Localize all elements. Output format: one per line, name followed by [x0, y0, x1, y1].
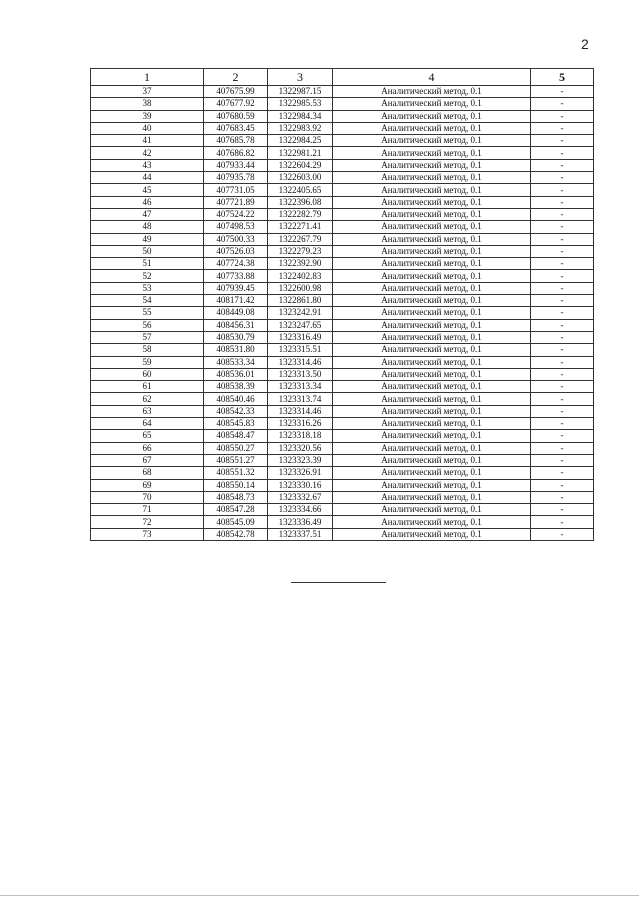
- cell-value: -: [531, 270, 594, 282]
- cell-method: Аналитический метод, 0.1: [333, 368, 531, 380]
- cell-x-coordinate: 408533.34: [204, 356, 268, 368]
- cell-y-coordinate: 1322603.00: [268, 172, 333, 184]
- cell-x-coordinate: 407721.89: [204, 196, 268, 208]
- cell-x-coordinate: 408530.79: [204, 331, 268, 343]
- cell-point-number: 73: [91, 528, 204, 540]
- cell-method: Аналитический метод, 0.1: [333, 344, 531, 356]
- table-row: [91, 491, 594, 503]
- cell-point-number: 43: [91, 159, 204, 171]
- cell-method: Аналитический метод, 0.1: [333, 418, 531, 430]
- cell-x-coordinate: 408542.33: [204, 405, 268, 417]
- cell-y-coordinate: 1322405.65: [268, 184, 333, 196]
- cell-y-coordinate: 1323330.16: [268, 479, 333, 491]
- cell-point-number: 55: [91, 307, 204, 319]
- cell-method: Аналитический метод, 0.1: [333, 172, 531, 184]
- table-row: [91, 147, 594, 159]
- cell-x-coordinate: 407675.99: [204, 86, 268, 98]
- cell-method: Аналитический метод, 0.1: [333, 405, 531, 417]
- cell-method: Аналитический метод, 0.1: [333, 98, 531, 110]
- cell-value: -: [531, 122, 594, 134]
- cell-point-number: 56: [91, 319, 204, 331]
- cell-x-coordinate: 407524.22: [204, 208, 268, 220]
- cell-method: Аналитический метод, 0.1: [333, 135, 531, 147]
- cell-method: Аналитический метод, 0.1: [333, 295, 531, 307]
- cell-x-coordinate: 407939.45: [204, 282, 268, 294]
- cell-y-coordinate: 1323242.91: [268, 307, 333, 319]
- cell-value: -: [531, 208, 594, 220]
- cell-point-number: 46: [91, 196, 204, 208]
- cell-x-coordinate: 408550.27: [204, 442, 268, 454]
- cell-y-coordinate: 1323314.46: [268, 405, 333, 417]
- cell-point-number: 67: [91, 454, 204, 466]
- table-row: [91, 122, 594, 134]
- cell-value: -: [531, 86, 594, 98]
- table-row: [91, 516, 594, 528]
- cell-value: -: [531, 233, 594, 245]
- cell-x-coordinate: 407526.03: [204, 245, 268, 257]
- header-col-4: 4: [333, 69, 531, 86]
- table-row: [91, 135, 594, 147]
- cell-point-number: 45: [91, 184, 204, 196]
- table-row: [91, 405, 594, 417]
- header-row: [91, 69, 594, 86]
- cell-point-number: 65: [91, 430, 204, 442]
- cell-x-coordinate: 408171.42: [204, 295, 268, 307]
- cell-point-number: 50: [91, 245, 204, 257]
- cell-value: -: [531, 184, 594, 196]
- table-row: [91, 356, 594, 368]
- cell-value: -: [531, 258, 594, 270]
- cell-value: -: [531, 147, 594, 159]
- cell-x-coordinate: 407685.78: [204, 135, 268, 147]
- cell-point-number: 68: [91, 467, 204, 479]
- cell-method: Аналитический метод, 0.1: [333, 319, 531, 331]
- cell-y-coordinate: 1323315.51: [268, 344, 333, 356]
- cell-method: Аналитический метод, 0.1: [333, 208, 531, 220]
- cell-value: -: [531, 356, 594, 368]
- cell-method: Аналитический метод, 0.1: [333, 454, 531, 466]
- cell-method: Аналитический метод, 0.1: [333, 356, 531, 368]
- cell-y-coordinate: 1323313.34: [268, 381, 333, 393]
- cell-point-number: 39: [91, 110, 204, 122]
- separator-line: [291, 582, 386, 583]
- cell-y-coordinate: 1323316.49: [268, 331, 333, 343]
- cell-point-number: 61: [91, 381, 204, 393]
- cell-value: -: [531, 430, 594, 442]
- table-row: [91, 393, 594, 405]
- table-row: [91, 381, 594, 393]
- cell-point-number: 62: [91, 393, 204, 405]
- cell-value: -: [531, 196, 594, 208]
- cell-value: -: [531, 528, 594, 540]
- cell-y-coordinate: 1322987.15: [268, 86, 333, 98]
- table-row: [91, 344, 594, 356]
- cell-point-number: 38: [91, 98, 204, 110]
- coordinates-table: [90, 68, 594, 541]
- cell-x-coordinate: 408536.01: [204, 368, 268, 380]
- cell-y-coordinate: 1323247.65: [268, 319, 333, 331]
- header-col-3: 3: [268, 69, 333, 86]
- table-row: [91, 98, 594, 110]
- cell-point-number: 60: [91, 368, 204, 380]
- cell-y-coordinate: 1323313.74: [268, 393, 333, 405]
- cell-method: Аналитический метод, 0.1: [333, 479, 531, 491]
- cell-point-number: 70: [91, 491, 204, 503]
- cell-y-coordinate: 1323316.26: [268, 418, 333, 430]
- cell-value: -: [531, 442, 594, 454]
- cell-method: Аналитический метод, 0.1: [333, 110, 531, 122]
- cell-y-coordinate: 1323314.46: [268, 356, 333, 368]
- cell-y-coordinate: 1322981.21: [268, 147, 333, 159]
- table-row: [91, 233, 594, 245]
- cell-method: Аналитический метод, 0.1: [333, 307, 531, 319]
- cell-method: Аналитический метод, 0.1: [333, 491, 531, 503]
- cell-value: -: [531, 516, 594, 528]
- cell-x-coordinate: 408545.83: [204, 418, 268, 430]
- cell-value: -: [531, 491, 594, 503]
- cell-method: Аналитический метод, 0.1: [333, 147, 531, 159]
- table-row: [91, 184, 594, 196]
- cell-method: Аналитический метод, 0.1: [333, 159, 531, 171]
- cell-x-coordinate: 408548.47: [204, 430, 268, 442]
- cell-point-number: 71: [91, 504, 204, 516]
- cell-point-number: 66: [91, 442, 204, 454]
- cell-value: -: [531, 110, 594, 122]
- cell-value: -: [531, 405, 594, 417]
- table-body: [91, 86, 594, 541]
- table-row: [91, 110, 594, 122]
- cell-point-number: 41: [91, 135, 204, 147]
- table-row: [91, 208, 594, 220]
- cell-method: Аналитический метод, 0.1: [333, 467, 531, 479]
- cell-x-coordinate: 407686.82: [204, 147, 268, 159]
- cell-method: Аналитический метод, 0.1: [333, 245, 531, 257]
- cell-value: -: [531, 135, 594, 147]
- cell-point-number: 40: [91, 122, 204, 134]
- cell-value: -: [531, 331, 594, 343]
- cell-value: -: [531, 504, 594, 516]
- cell-point-number: 51: [91, 258, 204, 270]
- cell-value: -: [531, 381, 594, 393]
- cell-y-coordinate: 1322392.90: [268, 258, 333, 270]
- cell-value: -: [531, 221, 594, 233]
- cell-x-coordinate: 407933.44: [204, 159, 268, 171]
- cell-y-coordinate: 1322604.29: [268, 159, 333, 171]
- page-bottom-border: [0, 895, 639, 896]
- cell-x-coordinate: 408551.27: [204, 454, 268, 466]
- table-row: [91, 442, 594, 454]
- cell-point-number: 63: [91, 405, 204, 417]
- cell-x-coordinate: 407935.78: [204, 172, 268, 184]
- cell-x-coordinate: 408545.09: [204, 516, 268, 528]
- table-row: [91, 454, 594, 466]
- table-row: [91, 504, 594, 516]
- cell-y-coordinate: 1322396.08: [268, 196, 333, 208]
- cell-y-coordinate: 1322279.23: [268, 245, 333, 257]
- cell-point-number: 53: [91, 282, 204, 294]
- cell-x-coordinate: 407677.92: [204, 98, 268, 110]
- cell-y-coordinate: 1322282.79: [268, 208, 333, 220]
- cell-y-coordinate: 1323332.67: [268, 491, 333, 503]
- cell-y-coordinate: 1322861.80: [268, 295, 333, 307]
- cell-point-number: 59: [91, 356, 204, 368]
- cell-x-coordinate: 407733.88: [204, 270, 268, 282]
- table-row: [91, 282, 594, 294]
- table-row: [91, 196, 594, 208]
- cell-method: Аналитический метод, 0.1: [333, 516, 531, 528]
- cell-x-coordinate: 408531.80: [204, 344, 268, 356]
- cell-value: -: [531, 282, 594, 294]
- table-row: [91, 307, 594, 319]
- cell-point-number: 48: [91, 221, 204, 233]
- cell-point-number: 52: [91, 270, 204, 282]
- cell-point-number: 54: [91, 295, 204, 307]
- cell-x-coordinate: 408551.32: [204, 467, 268, 479]
- cell-y-coordinate: 1322984.34: [268, 110, 333, 122]
- table-row: [91, 418, 594, 430]
- cell-method: Аналитический метод, 0.1: [333, 221, 531, 233]
- cell-x-coordinate: 408456.31: [204, 319, 268, 331]
- cell-x-coordinate: 408449.08: [204, 307, 268, 319]
- cell-point-number: 44: [91, 172, 204, 184]
- cell-y-coordinate: 1323326.91: [268, 467, 333, 479]
- cell-point-number: 49: [91, 233, 204, 245]
- table-row: [91, 270, 594, 282]
- cell-value: -: [531, 307, 594, 319]
- table-row: [91, 528, 594, 540]
- header-col-5: 5: [531, 69, 594, 86]
- cell-method: Аналитический метод, 0.1: [333, 270, 531, 282]
- cell-x-coordinate: 407500.33: [204, 233, 268, 245]
- cell-value: -: [531, 159, 594, 171]
- cell-value: -: [531, 245, 594, 257]
- table-row: [91, 368, 594, 380]
- table-row: [91, 245, 594, 257]
- table-row: [91, 479, 594, 491]
- cell-method: Аналитический метод, 0.1: [333, 184, 531, 196]
- cell-value: -: [531, 393, 594, 405]
- table-row: [91, 295, 594, 307]
- table-row: [91, 172, 594, 184]
- cell-value: -: [531, 479, 594, 491]
- cell-value: -: [531, 454, 594, 466]
- cell-method: Аналитический метод, 0.1: [333, 331, 531, 343]
- cell-x-coordinate: 407731.05: [204, 184, 268, 196]
- table-row: [91, 86, 594, 98]
- cell-method: Аналитический метод, 0.1: [333, 282, 531, 294]
- cell-x-coordinate: 407724.38: [204, 258, 268, 270]
- cell-method: Аналитический метод, 0.1: [333, 442, 531, 454]
- cell-method: Аналитический метод, 0.1: [333, 381, 531, 393]
- page-number: 2: [581, 36, 589, 52]
- table-row: [91, 221, 594, 233]
- table-row: [91, 159, 594, 171]
- cell-point-number: 64: [91, 418, 204, 430]
- cell-point-number: 72: [91, 516, 204, 528]
- cell-method: Аналитический метод, 0.1: [333, 528, 531, 540]
- cell-y-coordinate: 1323334.66: [268, 504, 333, 516]
- cell-point-number: 37: [91, 86, 204, 98]
- table-row: [91, 258, 594, 270]
- cell-y-coordinate: 1322983.92: [268, 122, 333, 134]
- table-row: [91, 319, 594, 331]
- cell-point-number: 47: [91, 208, 204, 220]
- cell-value: -: [531, 319, 594, 331]
- cell-method: Аналитический метод, 0.1: [333, 430, 531, 442]
- cell-point-number: 58: [91, 344, 204, 356]
- cell-value: -: [531, 368, 594, 380]
- cell-x-coordinate: 407683.45: [204, 122, 268, 134]
- table-row: [91, 467, 594, 479]
- cell-method: Аналитический метод, 0.1: [333, 233, 531, 245]
- cell-y-coordinate: 1323318.18: [268, 430, 333, 442]
- cell-x-coordinate: 407680.59: [204, 110, 268, 122]
- table-row: [91, 430, 594, 442]
- cell-y-coordinate: 1323313.50: [268, 368, 333, 380]
- cell-y-coordinate: 1322984.25: [268, 135, 333, 147]
- cell-y-coordinate: 1322985.53: [268, 98, 333, 110]
- cell-value: -: [531, 467, 594, 479]
- cell-method: Аналитический метод, 0.1: [333, 86, 531, 98]
- cell-method: Аналитический метод, 0.1: [333, 196, 531, 208]
- cell-point-number: 42: [91, 147, 204, 159]
- cell-point-number: 57: [91, 331, 204, 343]
- cell-y-coordinate: 1323323.39: [268, 454, 333, 466]
- cell-y-coordinate: 1322402.83: [268, 270, 333, 282]
- cell-x-coordinate: 408542.78: [204, 528, 268, 540]
- cell-value: -: [531, 172, 594, 184]
- cell-x-coordinate: 408550.14: [204, 479, 268, 491]
- cell-method: Аналитический метод, 0.1: [333, 393, 531, 405]
- cell-x-coordinate: 408538.39: [204, 381, 268, 393]
- cell-method: Аналитический метод, 0.1: [333, 122, 531, 134]
- cell-x-coordinate: 408547.28: [204, 504, 268, 516]
- cell-y-coordinate: 1323320.56: [268, 442, 333, 454]
- cell-point-number: 69: [91, 479, 204, 491]
- cell-value: -: [531, 98, 594, 110]
- cell-value: -: [531, 418, 594, 430]
- cell-y-coordinate: 1323337.51: [268, 528, 333, 540]
- cell-y-coordinate: 1322271.41: [268, 221, 333, 233]
- cell-value: -: [531, 344, 594, 356]
- header-col-1: 1: [91, 69, 204, 86]
- cell-x-coordinate: 407498.53: [204, 221, 268, 233]
- cell-y-coordinate: 1322600.98: [268, 282, 333, 294]
- cell-method: Аналитический метод, 0.1: [333, 258, 531, 270]
- cell-method: Аналитический метод, 0.1: [333, 504, 531, 516]
- table-header: [91, 69, 594, 86]
- cell-y-coordinate: 1323336.49: [268, 516, 333, 528]
- cell-x-coordinate: 408548.73: [204, 491, 268, 503]
- table-row: [91, 331, 594, 343]
- header-col-2: 2: [204, 69, 268, 86]
- cell-y-coordinate: 1322267.79: [268, 233, 333, 245]
- cell-x-coordinate: 408540.46: [204, 393, 268, 405]
- cell-value: -: [531, 295, 594, 307]
